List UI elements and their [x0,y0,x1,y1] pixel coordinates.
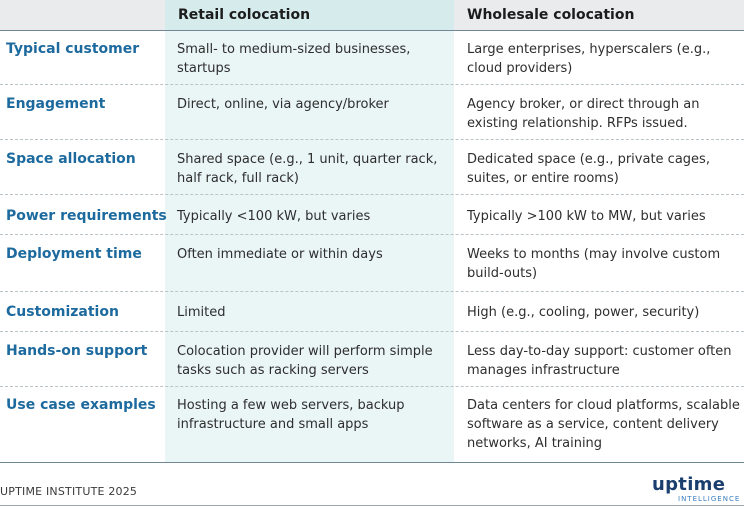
row-label-typical-customer: Typical customer [6,41,140,57]
row-label-deployment-time: Deployment time [6,246,142,262]
retail-cell-customization: Limited [177,305,226,320]
table-header [0,0,744,31]
footer-divider [0,505,744,506]
row-divider [0,139,744,140]
wholesale-cell-use-case-examples: Data centers for cloud platforms, scalable software as a service, content delivery networks, AI training [467,398,740,451]
wholesale-cell-customization: High (e.g., cooling, power, security) [467,305,700,320]
row-label-space-allocation: Space allocation [6,151,136,167]
wholesale-cell-deployment-time: Weeks to months (may involve custom build-outs) [467,247,721,281]
retail-cell-hands-on-support: Colocation provider will perform simple tasks such as racking servers [177,344,433,378]
wholesale-cell-hands-on-support: Less day-to-day support: customer often manages infrastructure [467,344,732,378]
row-label-use-case-examples: Use case examples [6,397,156,413]
logo-subtitle: INTELLIGENCE [678,495,741,503]
row-label-hands-on-support: Hands-on support [6,343,148,359]
row-divider [0,291,744,292]
retail-cell-power-requirements: Typically <100 kW, but varies [177,209,371,224]
wholesale-cell-typical-customer: Large enterprises, hyperscalers (e.g., cloud providers) [467,42,711,76]
row-divider [0,331,744,332]
wholesale-cell-engagement: Agency broker, or direct through an existing relationship. RFPs issued. [467,97,700,131]
row-label-power-requirements: Power requirements [6,208,167,224]
logo-wordmark: uptime [652,474,726,495]
source-credit: UPTIME INSTITUTE 2025 [0,485,138,498]
row-divider [0,234,744,235]
retail-cell-engagement: Direct, online, via agency/broker [177,97,389,112]
retail-column-header: Retail colocation [178,7,311,23]
uptime-intelligence-logo [652,474,744,504]
wholesale-column-header: Wholesale colocation [467,7,635,23]
row-label-engagement: Engagement [6,96,106,112]
row-divider [0,194,744,195]
wholesale-cell-power-requirements: Typically >100 kW to MW, but varies [467,209,706,224]
row-divider [0,386,744,387]
row-divider [0,84,744,85]
retail-cell-use-case-examples: Hosting a few web servers, backup infrastructure and small apps [177,398,405,432]
retail-cell-deployment-time: Often immediate or within days [177,247,383,262]
wholesale-cell-space-allocation: Dedicated space (e.g., private cages, suites, or entire rooms) [467,152,710,186]
table-bottom-divider [0,462,744,463]
header-divider [0,30,744,31]
row-label-customization: Customization [6,304,119,320]
retail-cell-typical-customer: Small- to medium-sized businesses, startups [177,42,411,76]
retail-cell-space-allocation: Shared space (e.g., 1 unit, quarter rack, half rack, full rack) [177,152,438,186]
